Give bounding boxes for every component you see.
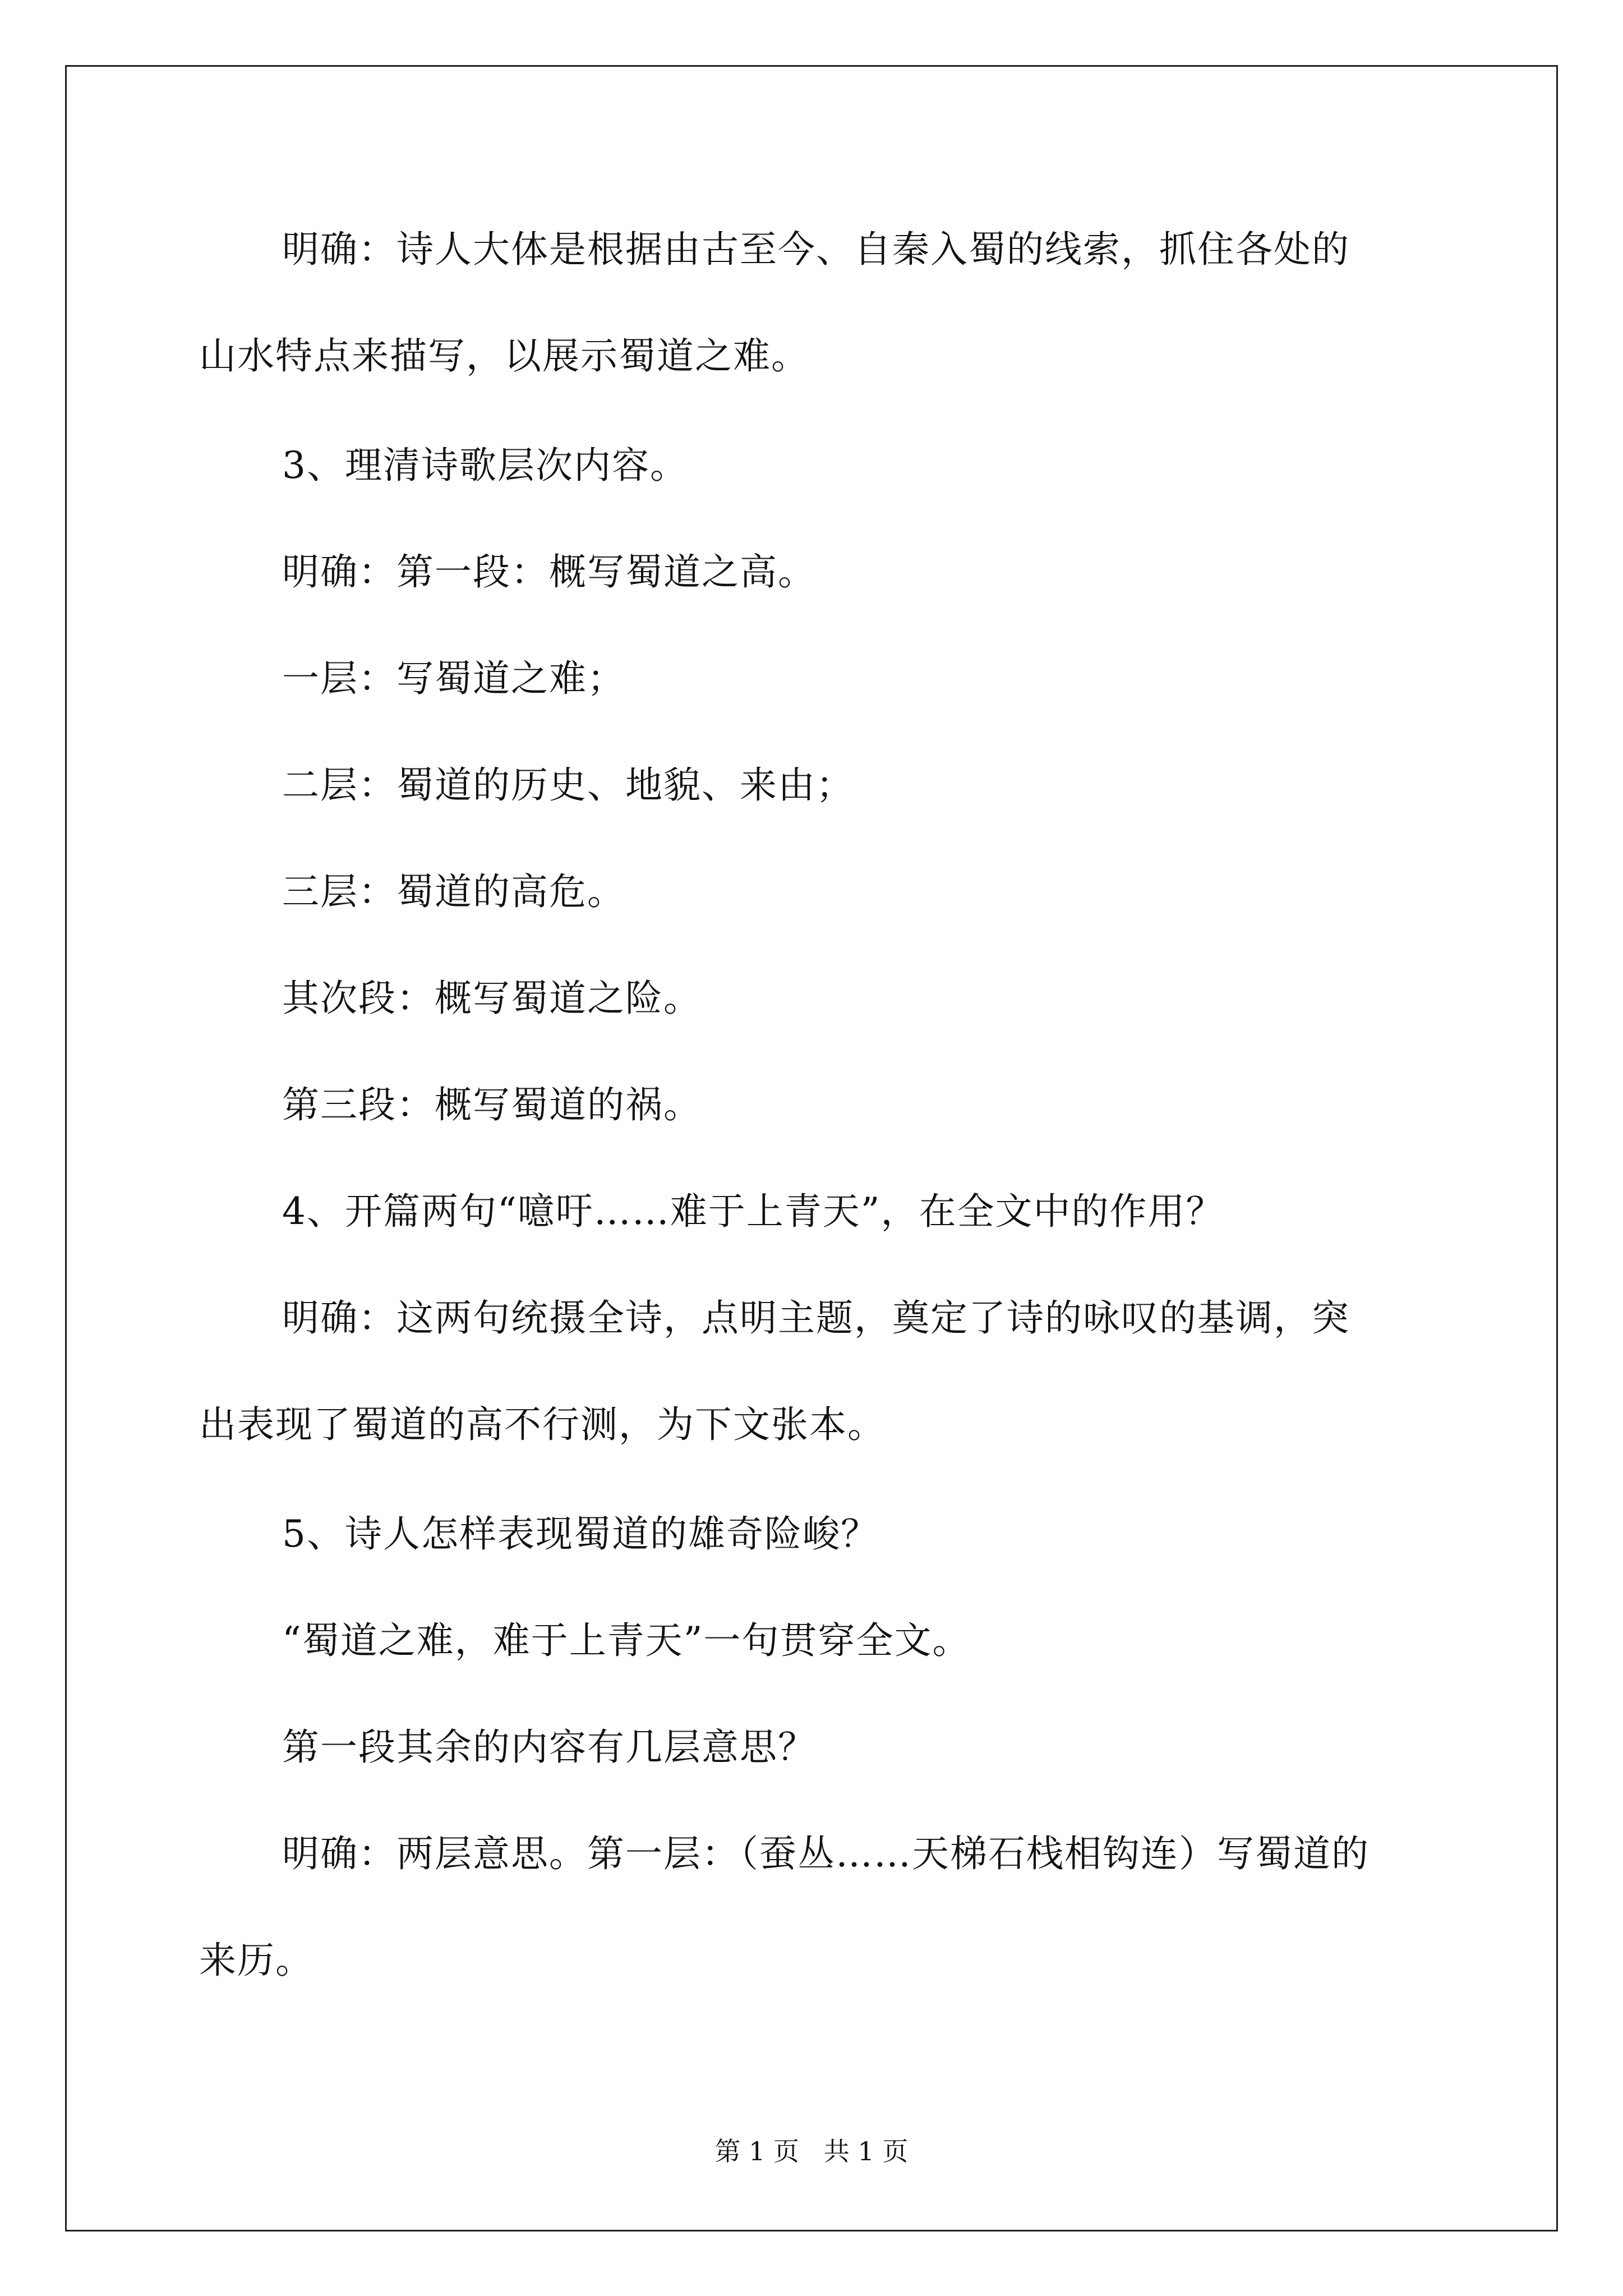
paragraph-line: 山水特点来描写，以展示蜀道之难。: [199, 334, 809, 378]
page-border: [65, 65, 1558, 2231]
paragraph-line: 一层：写蜀道之难；: [282, 657, 625, 700]
page-number-footer: 第 1 页 共 1 页: [714, 2136, 909, 2166]
paragraph-line: 明确：两层意思。第一层：（蚕丛……天梯石栈相钩连）写蜀道的: [282, 1832, 1370, 1875]
paragraph-line: 来历。: [199, 1939, 313, 1982]
paragraph-line: 三层：蜀道的高危。: [282, 870, 625, 913]
paragraph-line: 第一段其余的内容有几层意思？: [282, 1726, 816, 1769]
paragraph-line: 第三段：概写蜀道的祸。: [282, 1083, 702, 1126]
paragraph-line: 明确：这两句统摄全诗，点明主题，奠定了诗的咏叹的基调，突: [282, 1296, 1350, 1340]
paragraph-line: 4、开篇两句“噫吁……难于上青天”，在全文中的作用？: [282, 1190, 1224, 1233]
paragraph-line: 明确：第一段：概写蜀道之高。: [282, 550, 816, 593]
paragraph-line: 出表现了蜀道的高不行测，为下文张本。: [199, 1403, 886, 1446]
paragraph-line: 二层：蜀道的历史、地貌、来由；: [282, 763, 854, 807]
paragraph-line: 明确：诗人大体是根据由古至今、自秦入蜀的线索，抓住各处的: [282, 228, 1350, 271]
paragraph-line: 其次段：概写蜀道之险。: [282, 977, 702, 1020]
paragraph-line: “蜀道之难，难于上青天”一句贯穿全文。: [282, 1619, 971, 1662]
paragraph-line: 5、诗人怎样表现蜀道的雄奇险峻？: [282, 1512, 879, 1556]
paragraph-line: 3、理清诗歌层次内容。: [282, 444, 688, 487]
